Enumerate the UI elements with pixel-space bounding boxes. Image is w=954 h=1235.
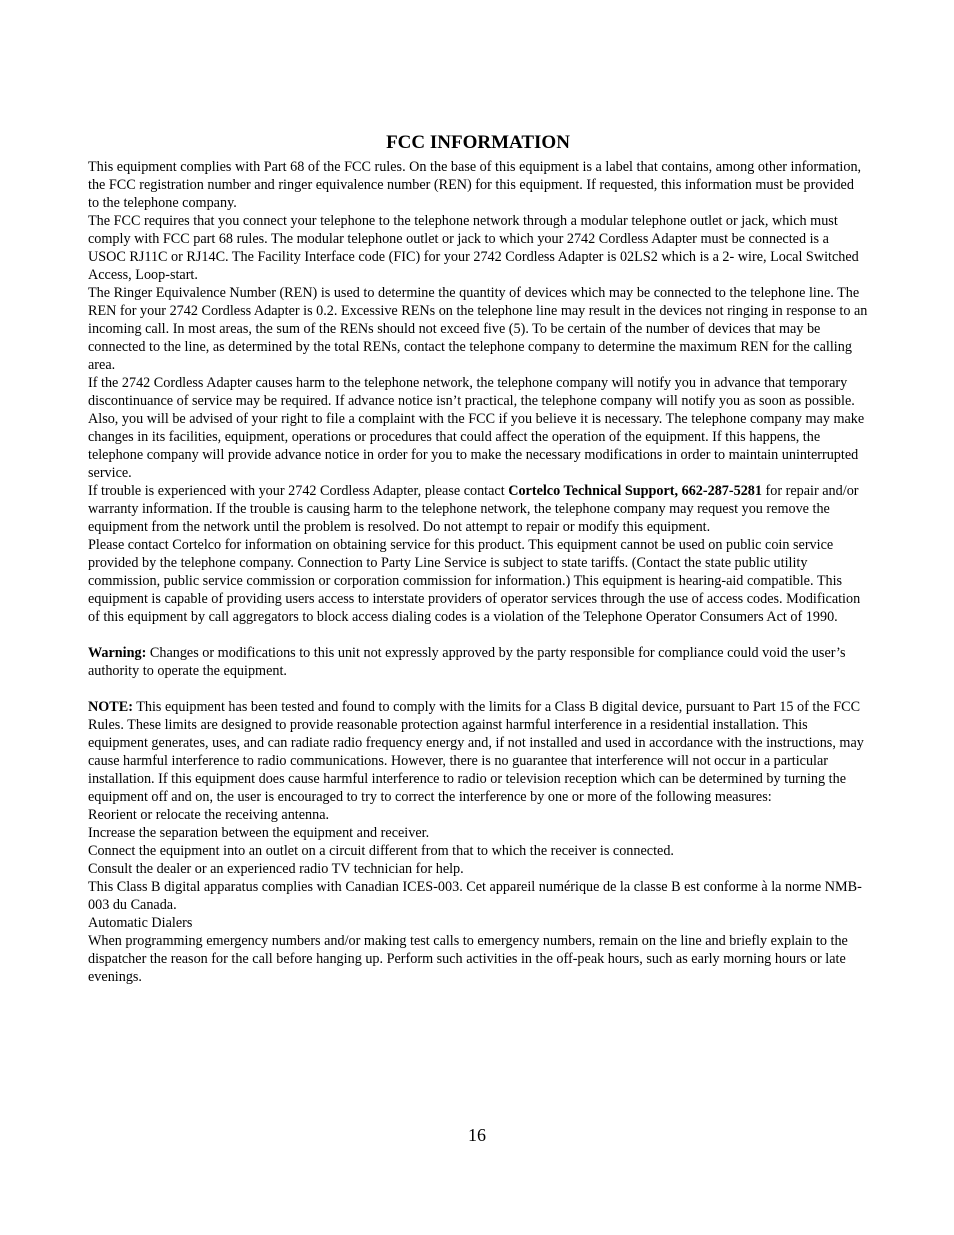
document-page <box>88 131 868 986</box>
paragraph-network-harm: If the 2742 Cordless Adapter causes harm to the telephone network, the telephone company will notify you in advance that temporary discontinuance of service may be required. If advance notice isn’t practical, the telephone company will notify you as soon as possible. Also, you will be advised of your right to file a complaint with the FCC if you believe it is necessary. The telephone company may make changes in its facilities, equipment, operations or procedures that could affect the operation of the equipment. If this happens, the telephone company will provide advance notice in order for you to make the necessary modifications in order to maintain uninterrupted service. <box>88 375 865 481</box>
paragraph-warning <box>88 644 868 680</box>
measure-item: Reorient or relocate the receiving antenna. <box>88 807 330 823</box>
measure-item: Consult the dealer or an experienced radio TV technician for help. <box>88 861 464 877</box>
paragraph-note <box>88 698 868 806</box>
paragraph-ices: This Class B digital apparatus complies with Canadian ICES-003. Cet appareil numérique de la classe B est conforme à la norme NMB-003 du Canada. <box>88 879 862 913</box>
paragraph-trouble <box>88 482 868 536</box>
dialers-heading: Automatic Dialers <box>88 915 193 931</box>
trouble-text-post: for repair and/or warranty information. If the trouble is causing harm to the telephone network, the telephone company may request you remove the equipment from the network until the problem is resolved. Do not attempt to repair or modify this equipment. <box>88 483 859 535</box>
warning-text: Changes or modifications to this unit not expressly approved by the party responsible for compliance could void the user’s authority to operate the equipment. <box>88 645 846 679</box>
paragraph-dialers: When programming emergency numbers and/or making test calls to emergency numbers, remain on the line and briefly explain to the dispatcher the reason for the call before hanging up. Perform such activities in the off-peak hours, such as early morning hours or late evenings. <box>88 933 848 985</box>
page-number: 16 <box>468 1125 486 1145</box>
page-title: FCC INFORMATION <box>386 132 570 153</box>
note-label: NOTE: <box>88 699 133 715</box>
trouble-text-pre: If trouble is experienced with your 2742 Cordless Adapter, please contact <box>88 483 509 499</box>
spacer <box>88 626 868 644</box>
paragraph-service: Please contact Cortelco for information on obtaining service for this product. This equipment cannot be used on public coin service provided by the telephone company. Connection to Party Line Service is subject to state tariffs. (Contact the state public utility commission, public service commission or corporation commission for information.) This equipment is hearing-aid compatible. This equipment is capable of providing users access to interstate providers of operator services through the use of access codes. Modification of this equipment by call aggregators to block access dialing codes is a violation of the Telephone Operator Consumers Act of 1990. <box>88 537 861 625</box>
measure-item: Connect the equipment into an outlet on a circuit different from that to which the receiver is connected. <box>88 843 674 859</box>
note-text: This equipment has been tested and found to comply with the limits for a Class B digital device, pursuant to Part 15 of the FCC Rules. These limits are designed to provide reasonable protection against harmful interference in a residential installation. This equipment generates, uses, and can radiate radio frequency energy and, if not installed and used in accordance with the instructions, may cause harmful interference to radio communications. However, there is no guarantee that interference will not occur in a particular installation. If this equipment does cause harmful interference to radio or television reception which can be determined by turning the equipment off and on, the user is encouraged to try to correct the interference by one or more of the following measures: <box>88 699 864 805</box>
support-contact: Cortelco Technical Support, 662-287-5281 <box>508 483 762 499</box>
paragraph-registration: This equipment complies with Part 68 of the FCC rules. On the base of this equipment is a label that contains, among other information, the FCC registration number and ringer equivalence number (REN) for this equipment. If requested, this information must be provided to the telephone company. <box>88 159 862 211</box>
paragraph-modular-jack: The FCC requires that you connect your telephone to the telephone network through a modular telephone outlet or jack, which must comply with FCC part 68 rules. The modular telephone outlet or jack to which your 2742 Cordless Adapter must be connected is a USOC RJ11C or RJ14C. The Facility Interface code (FIC) for your 2742 Cordless Adapter is 02LS2 which is a 2- wire, Local Switched Access, Loop-start. <box>88 213 859 283</box>
measure-item: Increase the separation between the equipment and receiver. <box>88 825 430 841</box>
warning-label: Warning: <box>88 645 147 661</box>
paragraph-ren: The Ringer Equivalence Number (REN) is used to determine the quantity of devices which may be connected to the telephone line. The REN for your 2742 Cordless Adapter is 0.2. Excessive RENs on the telephone line may result in the devices not ringing in response to an incoming call. In most areas, the sum of the RENs should not exceed five (5). To be certain of the number of devices that may be connected to the line, as determined by the total RENs, contact the telephone company to determine the maximum REN for the calling area. <box>88 285 868 373</box>
spacer <box>88 680 868 698</box>
